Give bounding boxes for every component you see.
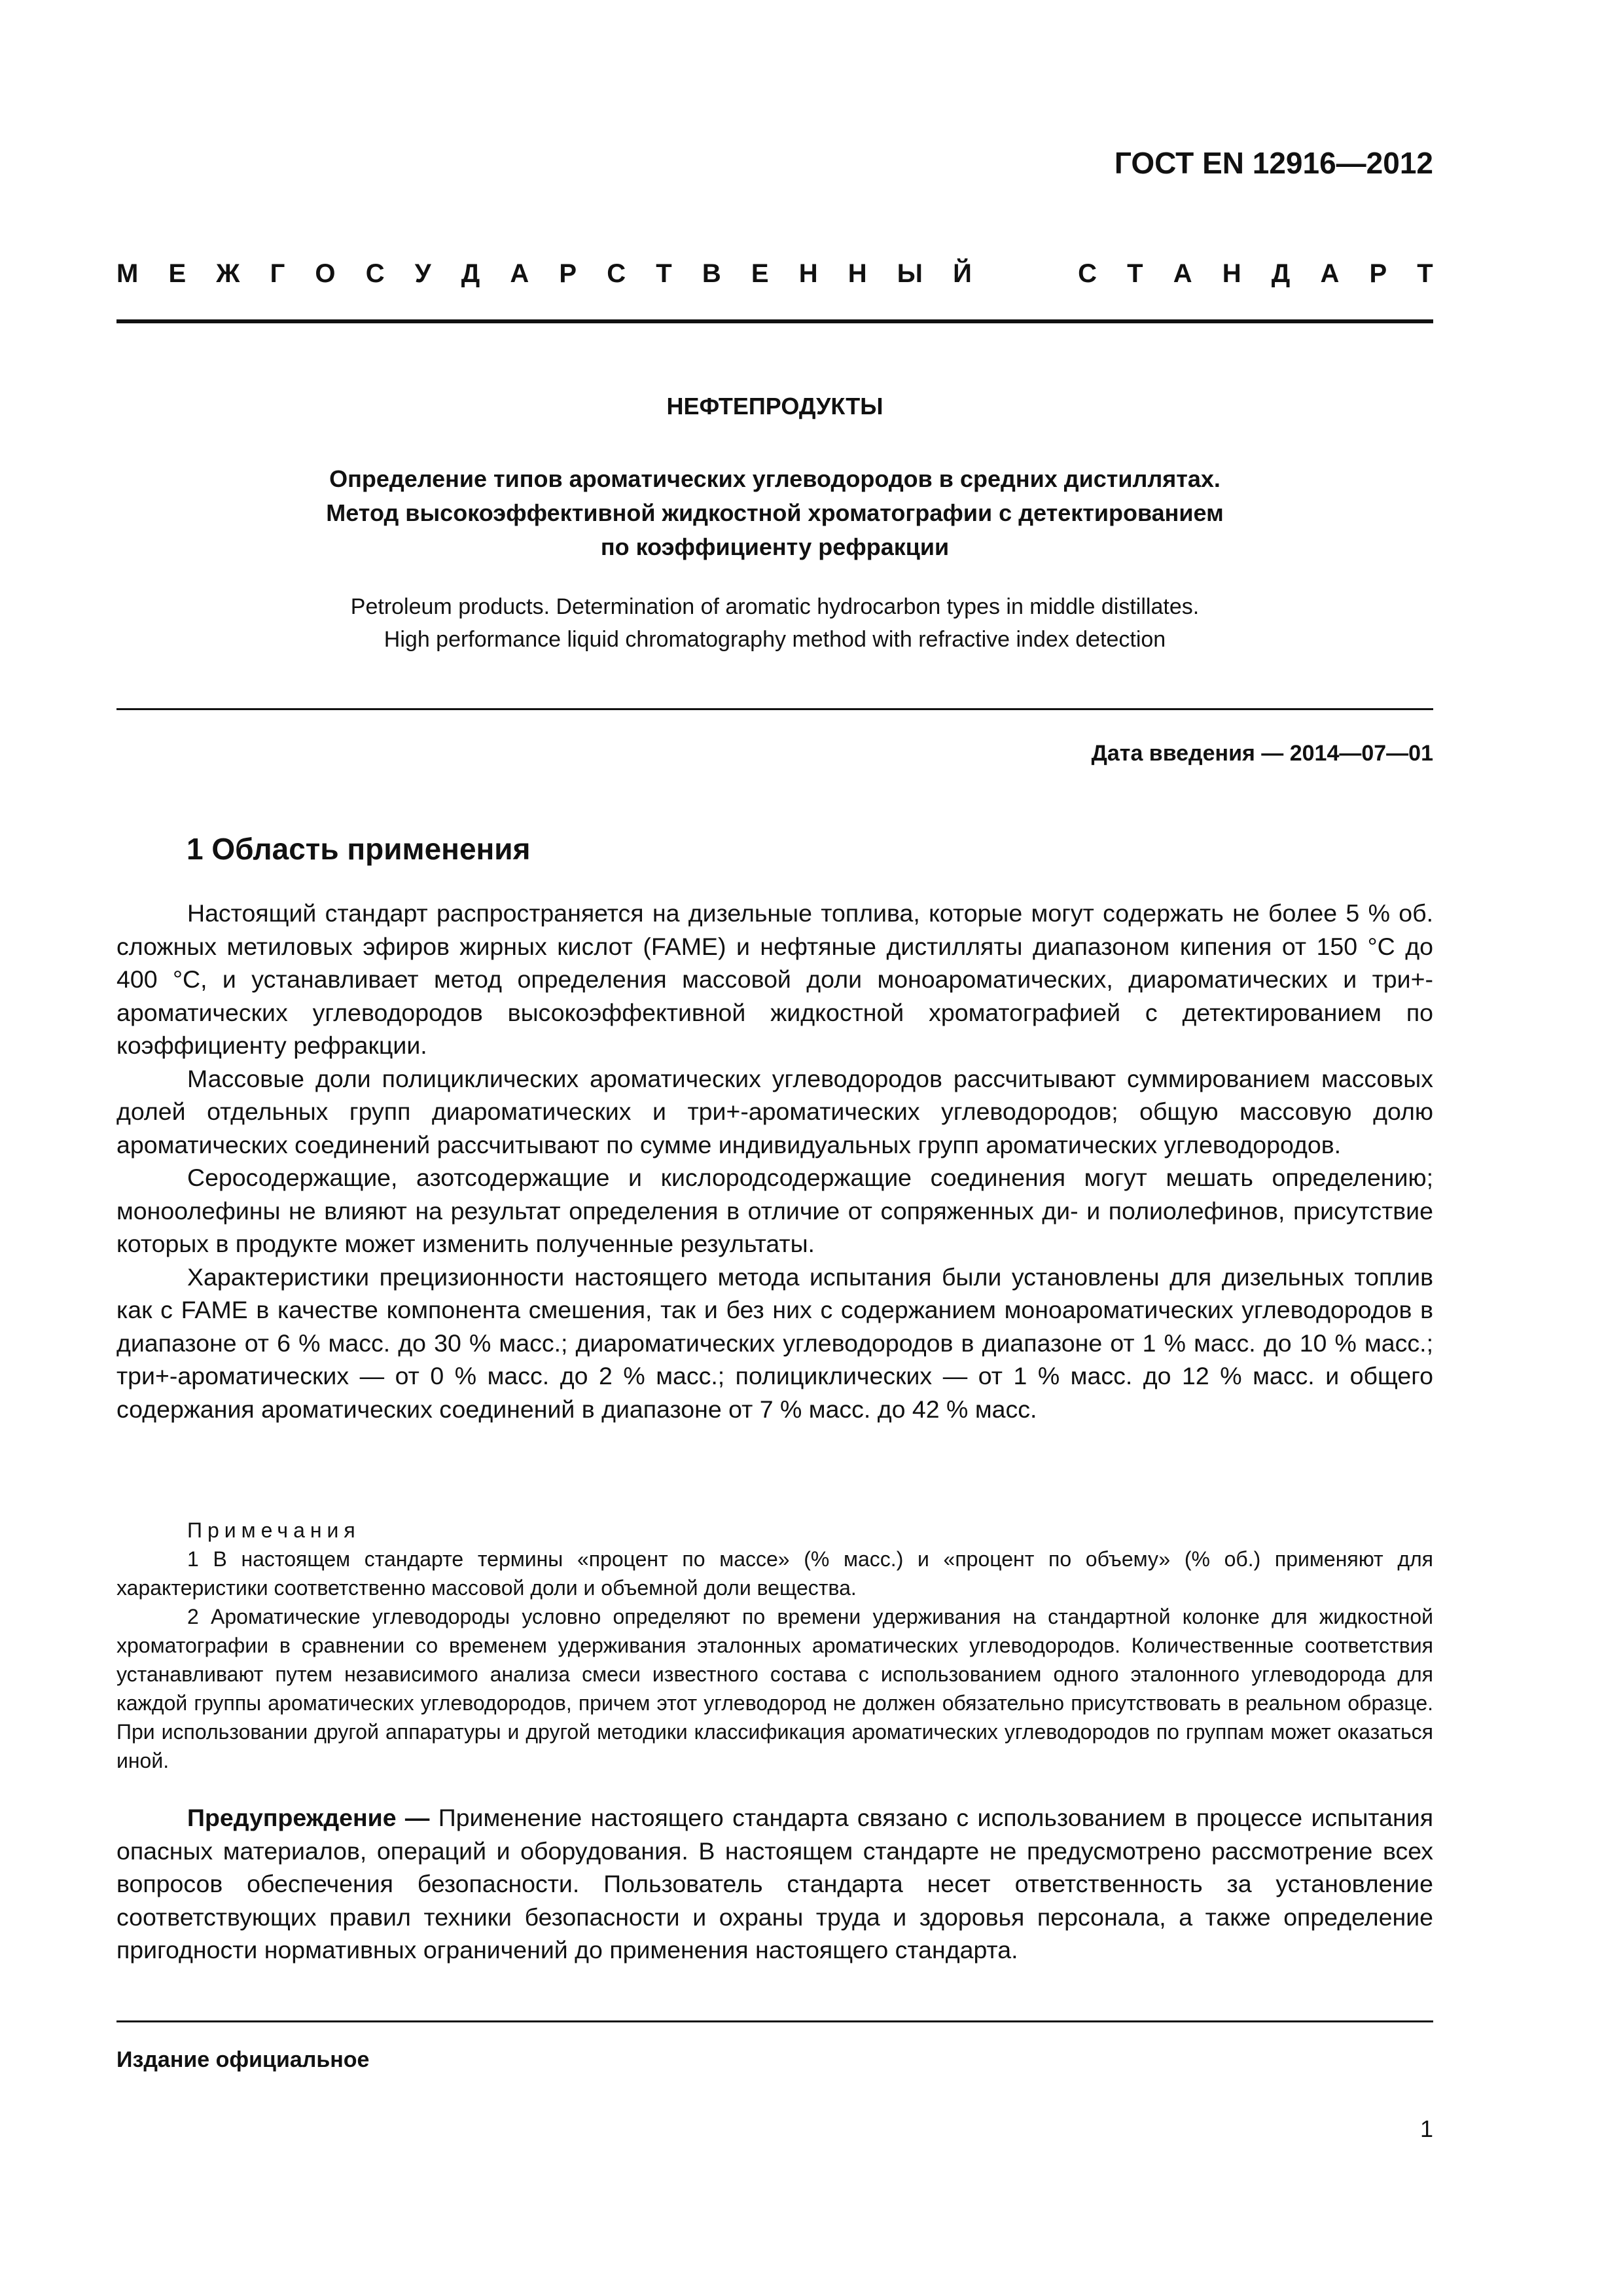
banner-letter: А xyxy=(1320,259,1340,288)
subtitle-en-line: High performance liquid chromatography method with refractive index detection xyxy=(383,627,1166,652)
introduction-date: Дата введения — 2014—07—01 xyxy=(1091,741,1433,766)
scope-body xyxy=(116,897,1433,1426)
interstate-standard-banner xyxy=(116,259,1433,289)
section-heading-scope: 1 Область применения xyxy=(187,832,531,866)
document-subtitle xyxy=(116,462,1433,564)
official-edition-label: Издание официальное xyxy=(116,2047,370,2072)
banner-letter: Е xyxy=(751,259,769,288)
banner-letter: О xyxy=(315,259,336,288)
header-divider xyxy=(116,319,1433,323)
subtitle-line: по коэффициенту рефракции xyxy=(600,533,950,560)
notes-heading: Примечания xyxy=(187,1518,361,1542)
banner-letter: Ж xyxy=(216,259,240,288)
banner-letter: Р xyxy=(1369,259,1387,288)
page-number: 1 xyxy=(1419,2115,1433,2142)
notes-block xyxy=(116,1516,1433,1775)
note-item: 2 Ароматические углеводороды условно определяют по времени удерживания на стандартной колонке для жидкостной хроматографии в сравнении со временем удерживания эталонных ароматических углеводородов. Количественные соответствия устанавливают путем независимого анализа смеси известного состава с использованием одного эталонного углеводорода для каждой группы ароматических углеводородов, причем этот углеводород не должен обязательно присутствовать в реальном образце. При использовании другой аппаратуры и другой методики классификация ароматических углеводородов по группам может оказаться иной. xyxy=(116,1605,1433,1772)
banner-letter: Г xyxy=(270,259,285,288)
document-subtitle-english xyxy=(116,590,1433,656)
banner-letter: А xyxy=(510,259,529,288)
banner-letter: М xyxy=(116,259,139,288)
banner-letter: Н xyxy=(1222,259,1241,288)
banner-letter: Р xyxy=(559,259,577,288)
banner-letter: Т xyxy=(656,259,672,288)
banner-letter: У xyxy=(414,259,431,288)
banner-letter: Т xyxy=(1417,259,1433,288)
banner-letter: Ы xyxy=(897,259,923,288)
warning-label: Предупреждение — xyxy=(187,1804,430,1831)
banner-letter: Т xyxy=(1127,259,1143,288)
subtitle-line: Метод высокоэффективной жидкостной хроматографии с детектированием xyxy=(326,499,1224,526)
banner-letter: Н xyxy=(847,259,867,288)
warning-text: Применение настоящего стандарта связано с использованием в процессе испытания опасных материалов, операций и оборудования. В настоящем стандарте не предусмотрено рассмотрение всех вопросов обеспечения безопасности. Пользователь стандарта несет ответственность за установление соответствующих правил техники безопасности и охраны труда и здоровья персонала, а также определение пригодности нормативных ограничений до применения настоящего стандарта. xyxy=(116,1804,1433,1964)
banner-letter: Д xyxy=(1271,259,1291,288)
banner-letter: Й xyxy=(953,259,972,288)
banner-letter: С xyxy=(365,259,385,288)
subtitle-line: Определение типов ароматических углеводородов в средних дистиллятах. xyxy=(329,465,1221,492)
banner-letter: С xyxy=(607,259,626,288)
banner-letter: Е xyxy=(168,259,187,288)
subtitle-en-line: Petroleum products. Determination of aromatic hydrocarbon types in middle distillates. xyxy=(350,594,1200,619)
scope-paragraph: Серосодержащие, азотсодержащие и кислородсодержащие соединения могут мешать определению; моноолефины не влияют на результат определения в отличие от сопряженных ди- и полиолефинов, присутствие которых в продукте может изменить полученные результаты. xyxy=(116,1164,1433,1257)
title-divider xyxy=(116,708,1433,710)
banner-letter: Н xyxy=(798,259,818,288)
banner-letter: С xyxy=(1078,259,1097,288)
banner-letter: В xyxy=(702,259,721,288)
banner-word-gap xyxy=(1002,259,1048,289)
scope-paragraph: Массовые доли полициклических ароматических углеводородов рассчитывают суммированием массовых долей отдельных групп диароматических и три+-ароматических углеводородов; общую массовую долю ароматических соединений рассчитывают по сумме индивидуальных групп ароматических углеводородов. xyxy=(116,1064,1433,1158)
scope-paragraph: Настоящий стандарт распространяется на дизельные топлива, которые могут содержать не более 5 % об. сложных метиловых эфиров жирных кислот (FAME) и нефтяные дистилляты диапазоном кипения от 150 °C до 400 °C, и устанавливает метод определения массовой доли моноароматических, диароматических и три+-ароматических углеводородов высокоэффективной жидкостной хроматографией с детектированием по коэффициенту рефракции. xyxy=(116,899,1433,1059)
standard-number: ГОСТ EN 12916—2012 xyxy=(1114,146,1433,180)
warning-paragraph xyxy=(116,1801,1433,1967)
banner-letter: А xyxy=(1173,259,1192,288)
scope-paragraph: Характеристики прецизионности настоящего метода испытания были установлены для дизельных топлив как с FAME в качестве компонента смешения, так и без них с содержанием моноароматических углеводородов в диапазоне от 6 % масс. до 30 % масс.; диароматических углеводородов в диапазоне от 1 % масс. до 10 % масс.; три+-ароматических — от 0 % масс. до 2 % масс.; полициклических — от 1 % масс. до 12 % масс. и общего содержания ароматических соединений в диапазоне от 7 % масс. до 42 % масс. xyxy=(116,1263,1433,1423)
note-item: 1 В настоящем стандарте термины «процент по массе» (% масс.) и «процент по объему» (% об.) применяют для характеристики соответственно массовой доли и объемной доли вещества. xyxy=(116,1547,1433,1600)
banner-letter: Д xyxy=(461,259,480,288)
footer-divider xyxy=(116,2020,1433,2022)
document-title: НЕФТЕПРОДУКТЫ xyxy=(666,393,883,420)
